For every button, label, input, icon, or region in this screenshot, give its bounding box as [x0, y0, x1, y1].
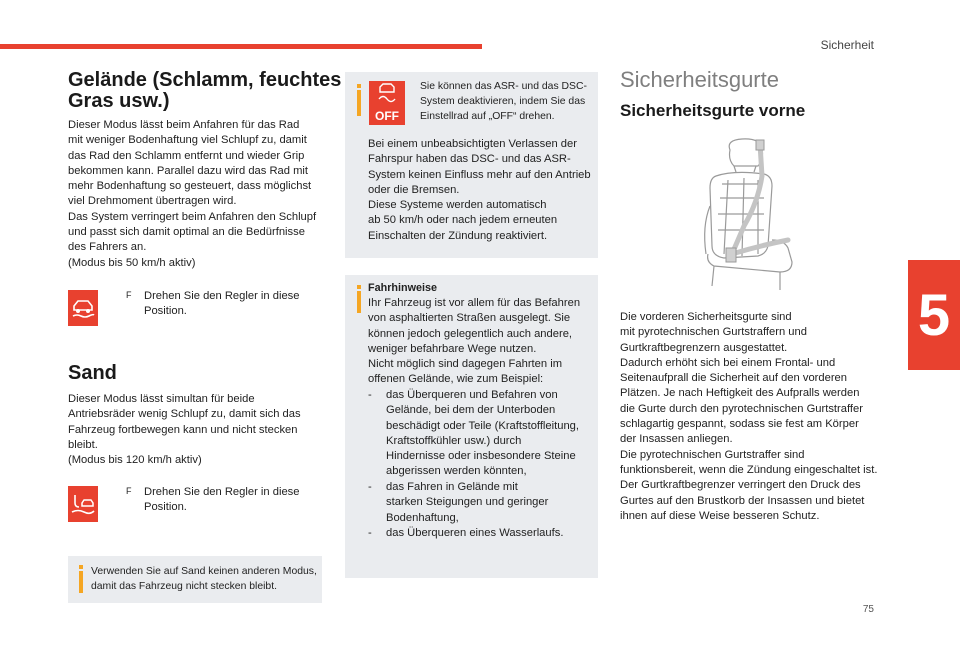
esc-off-icon — [369, 81, 405, 125]
gelaende-title: Gelände (Schlamm, feuchtes Gras usw.) — [68, 69, 342, 112]
list-item: - das Überqueren eines Wasserlaufs. — [368, 527, 564, 539]
header-accent-bar — [0, 44, 482, 49]
sand-body: Dieser Modus lässt simultan für beide Antriebsräder wenig Schlupf zu, damit sich das Fahrzeug fortbewegen kann und nicht stecken bleibt. (Modus bis 120 km/h aktiv) — [68, 393, 301, 467]
running-head: Sicherheit — [820, 38, 874, 52]
section-subtitle: Sicherheitsgurte vorne — [620, 101, 806, 120]
sand-step: F Drehen Sie den Regler in diese Position. — [126, 486, 300, 514]
info-icon — [357, 84, 361, 122]
sand-title: Sand — [68, 362, 117, 384]
info-icon — [79, 565, 83, 595]
sand-note-box — [68, 556, 322, 603]
info-icon — [357, 285, 361, 315]
page-number: 75 — [862, 604, 874, 615]
list-item: - das Überqueren und Befahren von Gelände, bei dem der Unterboden beschädigt oder Teile (Kraftstoffleitung, Kraftstoffkühler usw.) durch Hindernisse oder insbesondere Steine abgerissen werden könnten, — [368, 389, 579, 478]
driving-hints-intro: Ihr Fahrzeug ist vor allem für das Befahren von asphaltierten Straßen ausgelegt. Sie können jedoch gelegentlich auch andere, weniger befahrbare Wege nutzen. Nicht möglich sind dagegen Fahrten im offenen Gelände, wie zum Beispiel: — [368, 297, 581, 386]
off-box-text: Sie können das ASR- und das DSC- System deaktivieren, indem Sie das Einstellrad auf „OFF“ drehen. — [420, 81, 587, 122]
off-info-box — [345, 72, 598, 258]
seat-belt-illustration — [668, 136, 828, 296]
gelaende-body: Dieser Modus lässt beim Anfahren für das Rad mit weniger Bodenhaftung viel Schlupf zu, damit das Rad den Schlamm entfernt und wieder Grip bekommen kann. Parallel dazu wird das Rad mit mehr Bodenhaftung so gesteuert, dass möglichst viel Drehmoment übertragen wird. Das System verringert beim Anfahren den Schlupf und passt sich damit optimal an die Bedürfnisse des Fahrers an. (Modus bis 50 km/h aktiv) — [68, 119, 317, 269]
mud-mode-icon — [68, 290, 98, 326]
svg-text:OFF: OFF — [375, 109, 399, 123]
off-box-body: Bei einem unbeabsichtigten Verlassen der Fahrspur haben das DSC- und das ASR- System keinen Einfluss mehr auf den Antrieb oder die Bremsen. Diese Systeme werden automatisch ab 50 km/h oder nach jedem erneuten Einschalten der Zündung reaktiviert. — [368, 138, 591, 242]
gelaende-step: F Drehen Sie den Regler in diese Position. — [126, 290, 300, 318]
section-title: Sicherheitsgurte — [620, 67, 779, 92]
sand-note-text: Verwenden Sie auf Sand keinen anderen Modus, damit das Fahrzeug nicht stecken bleibt. — [91, 566, 317, 592]
list-item: - das Fahren in Gelände mit starken Steigungen und geringer Bodenhaftung, — [368, 481, 549, 524]
driving-hints-box — [345, 275, 598, 578]
sand-mode-icon — [68, 486, 98, 522]
driving-hints-title: Fahrhinweise — [368, 282, 437, 294]
chapter-tab: 5 — [908, 260, 960, 370]
seatbelt-body: Die vorderen Sicherheitsgurte sind mit pyrotechnischen Gurtstraffern und Gurtkraftbegrenzern ausgestattet. Dadurch erhöht sich bei einem Frontal- und Seitenaufprall die Sicherheit auf den vorderen Plätzen. Je nach Heftigkeit des Aufpralls werden die Gurte durch den pyrotechnischen Gurtstraffer schlagartig gespannt, sodass sie fest am Körper der Insassen anliegen. Die pyrotechnischen Gurtstraffer sind funktionsbereit, wenn die Zündung eingeschaltet ist. Der Gurtkraftbegrenzer verringert den Druck des Gurtes auf den Brustkorb der Insassen und bietet ihnen auf diese Weise besseren Schutz. — [620, 311, 878, 522]
